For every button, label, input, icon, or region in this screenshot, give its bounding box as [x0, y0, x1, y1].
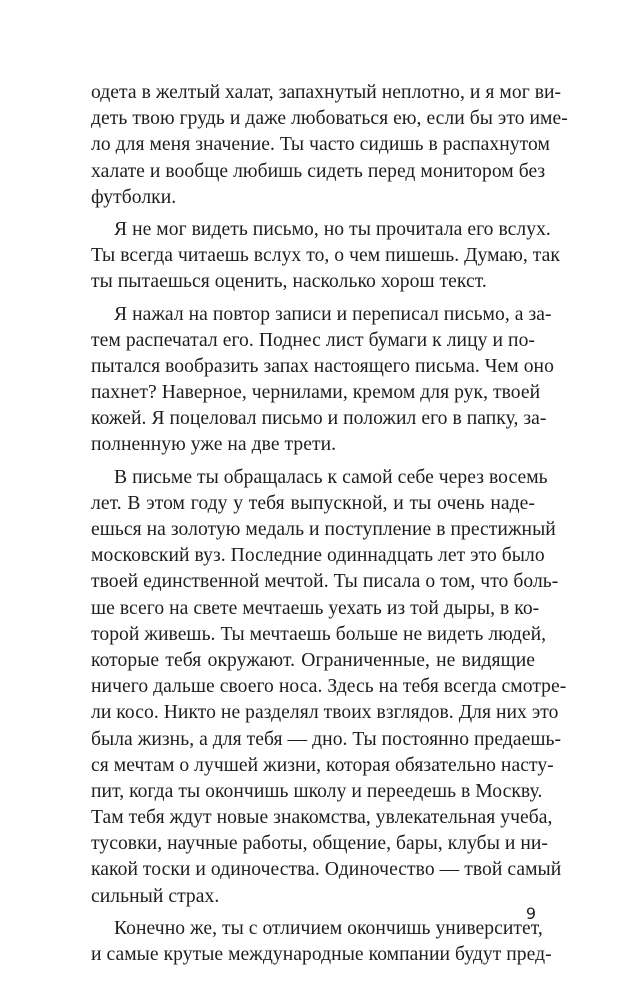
paragraph-5	[91, 916, 552, 968]
text-line: сильный страх.	[91, 885, 220, 907]
text-line: тусовки, научные работы, общение, бары, клубы и ни-	[91, 833, 548, 855]
text-line: В письме ты обращалась к самой себе через восемь	[114, 466, 548, 488]
text-line: Там тебя ждут новые знакомства, увлекательная учеба,	[91, 807, 553, 829]
text-line: ли косо. Никто не разделял твоих взглядов. Для них это	[91, 702, 559, 724]
text-line: ничего дальше своего носа. Здесь на тебя всегда смотре-	[91, 676, 567, 698]
text-line: Ты всегда читаешь вслух то, о чем пишешь. Думаю, так	[91, 245, 560, 267]
text-line: Я нажал на повтор записи и переписал письмо, а за-	[114, 303, 552, 325]
text-line: деть твою грудь и даже любоваться ею, если бы это име-	[91, 108, 568, 130]
paragraph-2	[91, 217, 560, 296]
text-line: была жизнь, а для тебя — дно. Ты постоянно предаешь-	[91, 728, 562, 750]
text-line: халате и вообще любишь сидеть перед монитором без	[91, 160, 546, 182]
text-line: какой тоски и одиночества. Одиночество — твой самый	[91, 859, 562, 881]
text-line: ло для меня значение. Ты часто сидишь в распахнутом	[91, 134, 550, 156]
text-line: ешься на золотую медаль и поступление в престижный	[91, 519, 556, 540]
text-line: полненную уже на две трети.	[91, 434, 337, 456]
text-line: ся мечтам о лучшей жизни, которая обязательно насту-	[91, 754, 554, 776]
text-line: пит, когда ты окончишь школу и переедешь в Москву.	[91, 780, 543, 802]
text-line: и самые крутые международные компании будут пред-	[91, 944, 552, 965]
text-line: тем распечатал его. Поднес лист бумаги к лицу и по-	[91, 329, 535, 351]
text-line: одета в желтый халат, запахнутый неплотно, и я мог ви-	[91, 82, 562, 103]
paragraph-1	[91, 80, 568, 211]
text-line: пытался вообразить запах настоящего письма. Чем оно	[91, 355, 554, 377]
text-line: футболки.	[91, 186, 177, 208]
text-line: ты пытаешься оценить, насколько хорош текст.	[91, 271, 487, 293]
paragraph-4	[91, 465, 567, 910]
text-line: ше всего на свете мечтаешь уехать из той дыры, в ко-	[91, 597, 540, 619]
text-line: твоей единственной мечтой. Ты писала о том, что боль-	[91, 571, 559, 593]
text-line: московский вуз. Последние одиннадцать лет это было	[91, 545, 545, 567]
text-line: кожей. Я поцеловал письмо и положил его в папку, за-	[91, 408, 547, 430]
text-line: торой живешь. Ты мечтаешь больше не видеть людей,	[91, 623, 547, 645]
text-line: Я не мог видеть письмо, но ты прочитала его вслух.	[114, 218, 551, 240]
text-line: лет. В этом году у тебя выпускной, и ты очень наде-	[91, 492, 535, 514]
text-line: Конечно же, ты с отличием окончишь университет,	[114, 917, 543, 939]
paragraph-3	[91, 302, 554, 459]
body-text	[91, 80, 568, 968]
text-line: пахнет? Наверное, чернилами, кремом для рук, твоей	[91, 382, 541, 404]
page-number: 9	[525, 904, 536, 923]
text-line: которые тебя окружают. Ограниченные, не видящие	[91, 649, 535, 671]
